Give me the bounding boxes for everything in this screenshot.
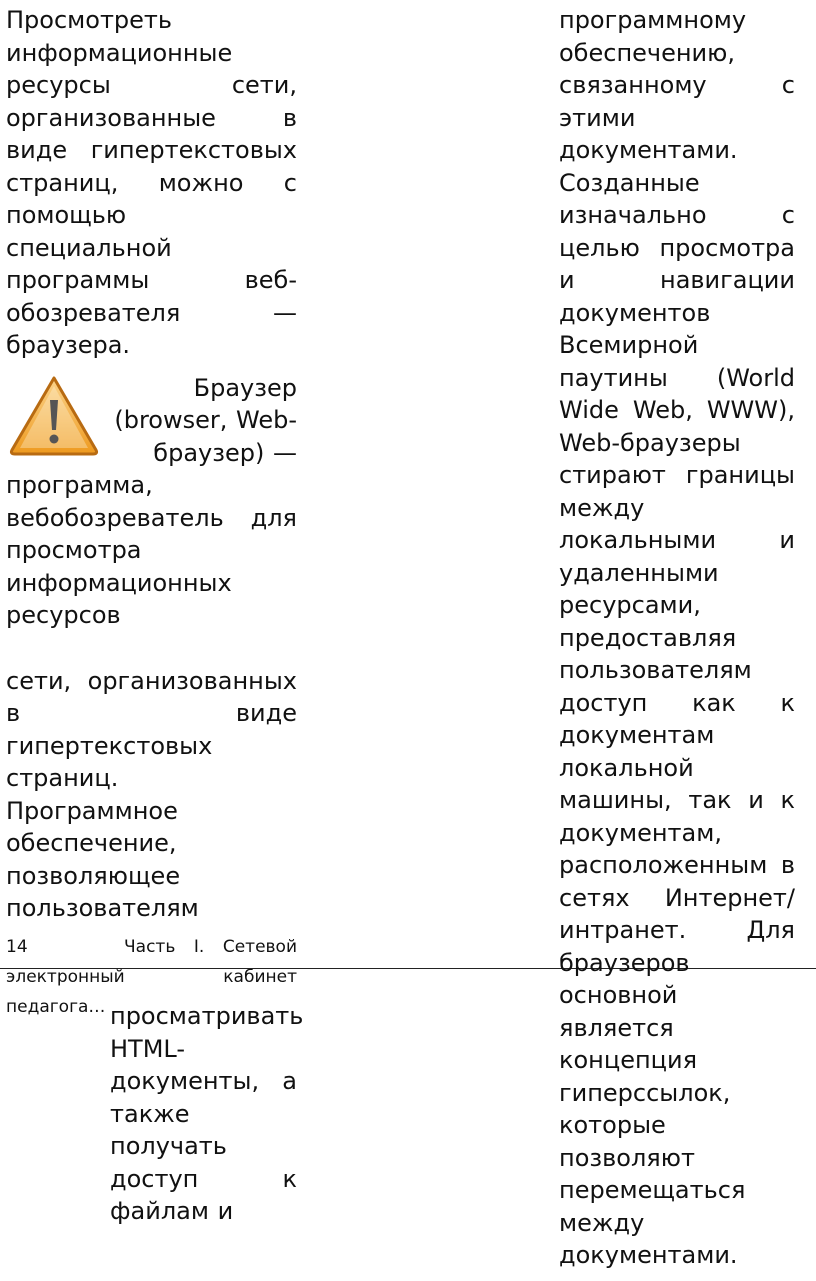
left-column-bottom: [110, 1000, 304, 1228]
right-column: [559, 4, 795, 1272]
definition-term: Браузер (browser, Web-браузер) —: [114, 373, 297, 467]
running-header: Часть I. Сетевой электронный кабинет педагога…: [6, 936, 297, 1017]
right-column-text: программному обеспечению, связанному с этими документами. Созданные изначально с целью просмотра и навигации документов Всемирной паутины (World Wide Web, WWW), Web-браузеры стирают границы между локальными и удаленными ресурсами, предоставляя пользователям доступ как к документам локальной машины, так и к документам, расположенным в сетях Интернет/интранет. Для браузеров основной является концепция гиперссылок, которые позволяют перемещаться между документами.: [559, 6, 795, 1269]
continued-paragraph: сети, организованных в виде гипертекстовых страниц. Программное обеспечение, позволяющее пользователям: [6, 666, 297, 922]
bottom-paragraph: просматривать HTML-документы, а также получать доступ к файлам и: [110, 1002, 304, 1225]
page-number: 14: [6, 936, 28, 957]
intro-paragraph: Просмотреть информационные ресурсы сети, организованные в виде гипертекстовых страниц, можно с помощью специальной программы веб-обозревателя — браузера.: [6, 6, 297, 359]
definition-block: [6, 372, 297, 632]
left-column: [6, 4, 297, 1022]
warning-triangle-icon: [6, 372, 102, 458]
definition-body: программа, вебобозреватель для просмотра информационных ресурсов: [6, 471, 297, 629]
